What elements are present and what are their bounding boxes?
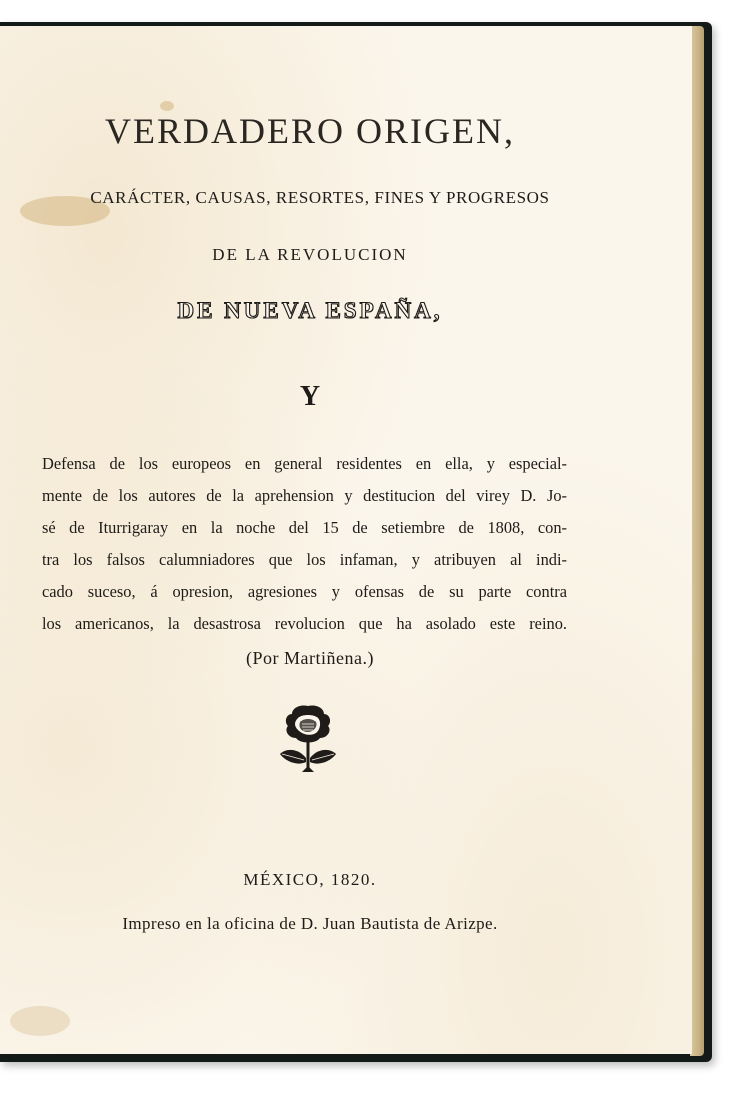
title-page: [0, 26, 692, 1054]
body-line: tra los falsos calumniadores que los infaman, y atribuyen al indi-: [42, 550, 567, 569]
body-line: mente de los autores de la aprehension y destitucion del virey D. Jo-: [42, 486, 567, 505]
body-line: sé de Iturrigaray en la noche del 15 de setiembre de 1808, con-: [42, 518, 567, 537]
body-line: Defensa de los europeos en general residentes en ella, y especial-: [42, 454, 567, 473]
imprint-place-year: MÉXICO, 1820.: [243, 870, 377, 889]
page-edges: [690, 26, 704, 1056]
foxing-stain: [10, 1006, 70, 1036]
body-line: cado suceso, á opresion, agresiones y ofensas de su parte contra: [42, 582, 567, 601]
conjunction: Y: [299, 381, 321, 412]
flower-ornament-icon: [278, 702, 338, 776]
body-line: los americanos, la desastrosa revolucion que ha asolado este reino.: [42, 614, 567, 633]
imprint-printer: Impreso en la oficina de D. Juan Bautista de Arizpe.: [122, 914, 498, 933]
subtitle-line-1: CARÁCTER, CAUSAS, RESORTES, FINES Y PROGRESOS: [90, 188, 550, 207]
page-title: VERDADERO ORIGEN,: [105, 111, 515, 151]
subtitle-line-3: DE NUEVA ESPAÑA,: [177, 298, 443, 323]
author-note: (Por Martiñena.): [246, 648, 374, 668]
subtitle-line-2: DE LA REVOLUCION: [212, 245, 408, 264]
description-paragraph: [42, 448, 567, 640]
